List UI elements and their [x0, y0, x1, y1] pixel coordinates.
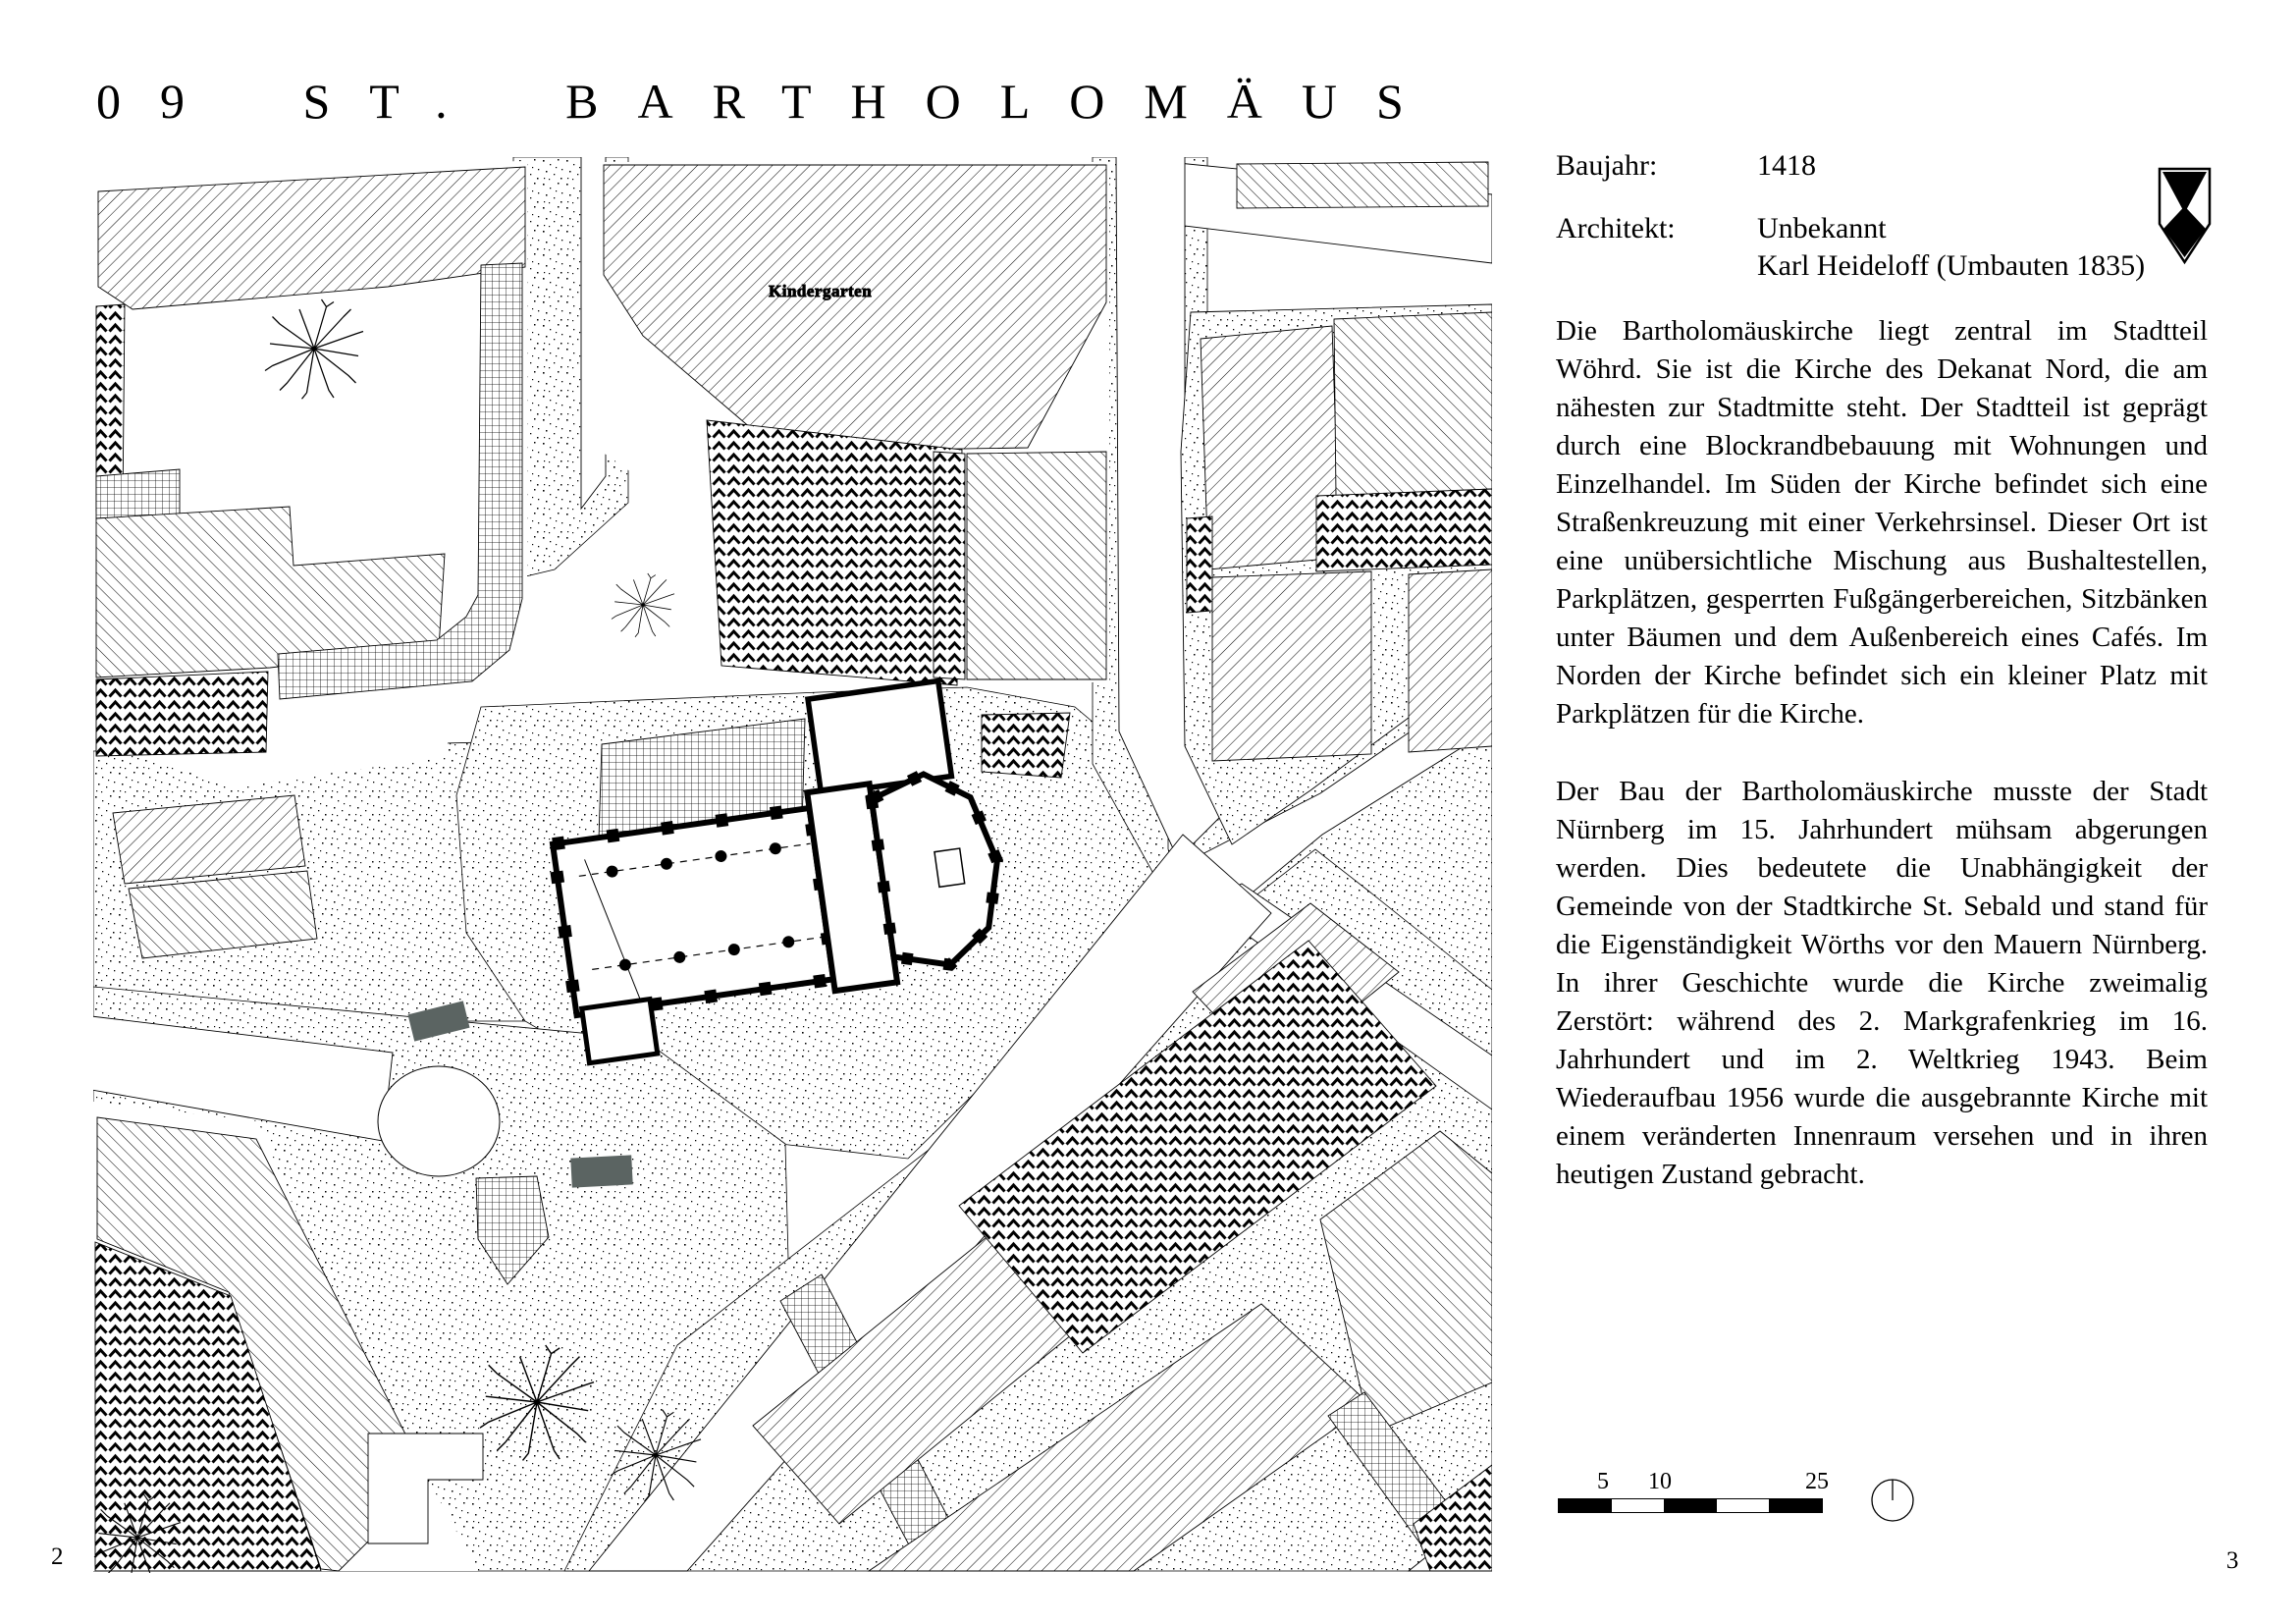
architekt-label: Architekt:	[1556, 212, 1676, 244]
baujahr-label: Baujahr:	[1556, 149, 1658, 182]
church-nave	[553, 808, 833, 1015]
scale-bar-segments	[1558, 1498, 1823, 1513]
page-number-right: 3	[2226, 1547, 2239, 1574]
kindergarten-label: Kindergarten	[769, 282, 873, 300]
paragraph-2: Der Bau der Bartholomäuskirche musste der Stadt Nürnberg im 15. Jahrhundert mühsam abgerungen werden. Dies bedeutete die Unabhängigkeit der Gemeinde von der Stadtkirche St. Sebald und stand für die Eigenständigkeit Wörths vor den Mauern Nürnberg. In ihrer Geschichte wurde die Kirche zweimalig Zerstört: während des 2. Markgrafenkrieg im 16. Jahrhundert und im 2. Weltkrieg 1943. Beim Wiederaufbau 1956 wurde die ausgebrannte Kirche mit einem veränderten Innenraum versehen und in ihren heutigen Zustand gebracht.	[1556, 776, 2208, 1190]
page-title: 09 ST. BARTHOLOMÄUS	[96, 74, 1443, 129]
scale-label-25: 25	[1805, 1469, 1829, 1494]
north-indicator-icon	[1870, 1477, 1917, 1524]
site-plan-drawing	[93, 157, 1492, 1573]
block-top-left	[96, 161, 527, 785]
traffic-island	[378, 1066, 500, 1176]
shield-icon	[2158, 167, 2213, 265]
church-chapel	[582, 1000, 658, 1063]
architekt-value-2: Karl Heideloff (Umbauten 1835)	[1757, 249, 2146, 282]
info-row-architekt-2	[1556, 247, 2145, 285]
architekt-value-1: Unbekannt	[1757, 212, 1887, 244]
page-number-left: 2	[51, 1543, 64, 1570]
scale-bar	[1556, 1469, 1949, 1532]
baujahr-value: 1418	[1757, 149, 1816, 182]
scale-label-10: 10	[1648, 1469, 1672, 1494]
paragraph-1: Die Bartholomäuskirche liegt zentral im Stadtteil Wöhrd. Sie ist die Kirche des Dekanat Nord, die am nähesten zur Stadtmitte steht. Der Stadtteil ist geprägt durch eine Blockrandbebauung mit Wohnungen und Einzelhandel. Im Süden der Kirche befindet sich eine Straßenkreuzung mit einer Verkehrsinsel. Dieser Ort ist eine unübersichtliche Mischung aus Bushaltestellen, Parkplätzen, gesperrten Fußgängerbereichen, Sitzbänken unter Bäumen und dem Außenbereich eines Cafés. Im Norden der Kirche befindet sich ein kleiner Platz mit Parkplätzen für die Kirche.	[1556, 315, 2208, 730]
site-plan-map	[93, 157, 1492, 1573]
info-row-baujahr	[1556, 147, 1816, 185]
scale-label-5: 5	[1597, 1469, 1609, 1494]
info-row-architekt	[1556, 210, 1887, 247]
description-text	[1556, 312, 2208, 1233]
